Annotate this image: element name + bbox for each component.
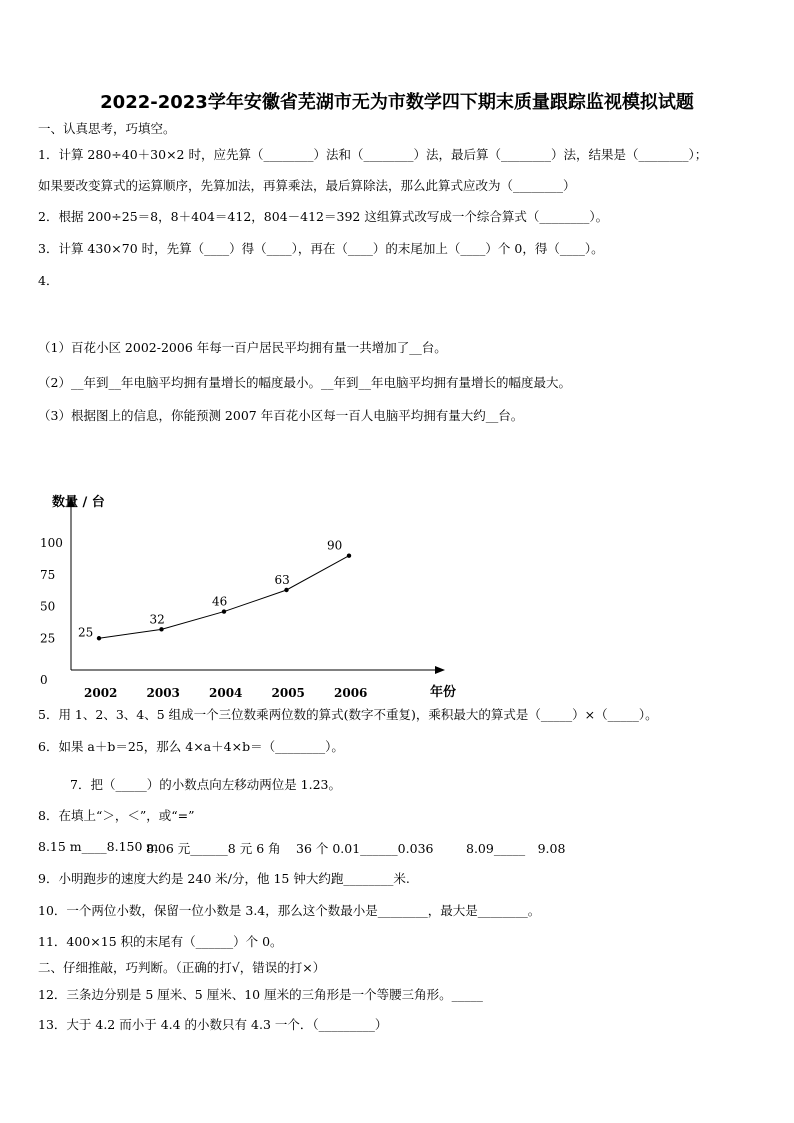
- section-2-heading: 二、仔细推敲，巧判断。（正确的打√，错误的打×）: [38, 960, 326, 975]
- question-4-part-2: （2）__年到__年电脑平均拥有量增长的幅度最小。__年到__年电脑平均拥有量增长的幅度最大。: [38, 375, 571, 390]
- question-8-compare-row: [38, 839, 565, 857]
- data-label: 63: [274, 572, 290, 587]
- x-tick-label: 2002: [84, 686, 118, 700]
- y-tick-label: 50: [40, 599, 56, 614]
- y-tick-label: 75: [40, 567, 56, 582]
- y-tick-label: 100: [40, 536, 63, 550]
- question-11: 11．400×15 积的末尾有（______）个 0。: [38, 934, 283, 949]
- question-3: 3．计算 430×70 时，先算（____）得（____），再在（____）的末尾加上（____）个 0，得（____）。: [38, 241, 604, 256]
- data-label: 25: [78, 625, 94, 640]
- question-4-part-1: （1）百花小区 2002-2006 年每一百户居民平均拥有量一共增加了__台。: [38, 340, 447, 355]
- question-2: 2．根据 200÷25＝8，8＋404＝412，804－412＝392 这组算式改写成一个综合算式（________）。: [38, 209, 609, 224]
- x-tick-label: 2003: [146, 686, 180, 700]
- question-6: 6．如果 a＋b＝25，那么 4×a＋4×b＝（________）。: [38, 739, 344, 754]
- compare-item: 8.15 m____8.150 m: [38, 839, 159, 854]
- data-point: [284, 588, 288, 592]
- x-axis-label: 年份: [430, 685, 457, 700]
- question-5: 5．用 1、2、3、4、5 组成一个三位数乘两位数的算式(数字不重复)，乘积最大的算式是（_____）×（_____）。: [38, 707, 658, 722]
- data-point: [97, 636, 101, 640]
- x-tick-label: 2005: [271, 686, 305, 700]
- question-7: 7．把（_____）的小数点向左移动两位是 1.23。: [70, 777, 342, 792]
- question-1-b: 如果要改变算式的运算顺序，先算加法，再算乘法，最后算除法，那么此算式应改为（________）: [38, 178, 576, 193]
- data-label: 46: [212, 594, 228, 609]
- question-4: 4．: [38, 273, 59, 288]
- compare-item: 8.09_____ 9.08: [466, 841, 566, 856]
- question-9: 9．小明跑步的速度大约是 240 米/分，他 15 钟大约跑________米.: [38, 871, 410, 886]
- y-tick-label: 25: [40, 631, 56, 646]
- page-title: 2022-2023学年安徽省芜湖市无为市数学四下期末质量跟踪监视模拟试题: [100, 92, 694, 113]
- x-tick-label: 2006: [334, 686, 368, 700]
- question-4-part-3: （3）根据图上的信息，你能预测 2007 年百花小区每一百人电脑平均拥有量大约__台。: [38, 408, 524, 423]
- x-tick-label: 2004: [209, 686, 243, 700]
- y-tick-label: 0: [40, 673, 48, 687]
- section-1-heading: 一、认真思考，巧填空。: [38, 121, 176, 136]
- compare-item: 36 个 0.01______0.036: [296, 841, 434, 856]
- question-13: 13．大于 4.2 而小于 4.4 的小数只有 4.3 一个．（_________）: [38, 1017, 388, 1032]
- compare-item: 8.06 元______8 元 6 角: [146, 841, 281, 856]
- data-label: 90: [327, 538, 343, 553]
- question-12: 12．三条边分别是 5 厘米、5 厘米、10 厘米的三角形是一个等腰三角形。_____: [38, 987, 483, 1002]
- line-chart: [36, 488, 476, 704]
- question-8: 8．在填上“＞，＜”，或“=”: [38, 808, 195, 823]
- data-point: [159, 627, 163, 631]
- data-label: 32: [149, 612, 165, 627]
- data-point: [222, 609, 226, 613]
- data-point: [347, 554, 351, 558]
- question-10: 10．一个两位小数，保留一位小数是 3.4，那么这个数最小是________，最大是________。: [38, 903, 541, 918]
- question-1-a: 1．计算 280÷40＋30×2 时，应先算（________）法和（________）法，最后算（________）法，结果是（________）；: [38, 147, 708, 162]
- y-axis-label: 数量 / 台: [52, 495, 105, 510]
